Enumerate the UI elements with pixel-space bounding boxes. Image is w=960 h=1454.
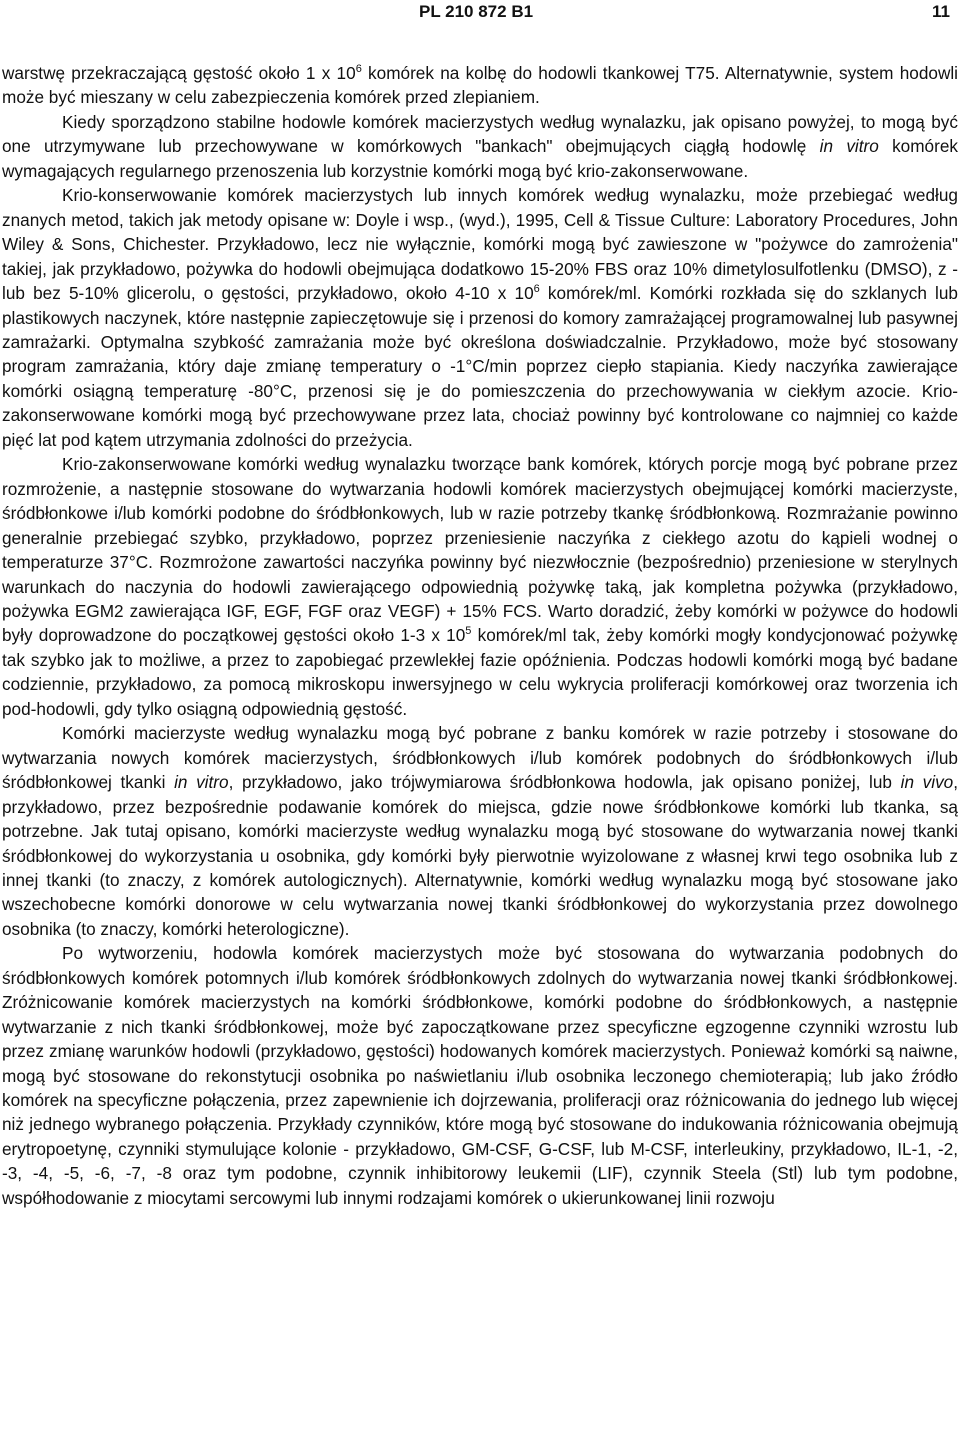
page-number: 11 [932,2,950,21]
superscript: 6 [533,283,540,296]
italic-term: in vivo [900,772,954,793]
italic-term: in vitro [174,772,229,793]
text-run: Krio-zakonserwowane komórki według wynalazku tworzące bank komórek, których porcje mogą być pobrane przez rozmrożenie, a następnie stosowane do wytwarzania hodowli komórek macierzystych obejmującej komórki macierzyste, śródbłonkowe i/lub komórki podobne do śródbłonkowych, lub w razie potrzeby tkankę śródbłonkową. Rozmrażanie powinno generalnie przebiegać szybko, przykładowo, poprzez przeniesienie naczyńka z ciekłego azotu do kąpieli wodnej o temperaturze 37°C. Rozmrożone zawartości naczyńka powinny być niezwłocznie (bezpośrednio) przeniesione w sterylnych warunkach do naczynia do hodowli zawierającego odpowiednią pożywkę taką, jak kompletna pożywka (przykładowo, pożywka EGM2 zawierająca IGF, EGF, FGF oraz VEGF) + 15% FCS. Warto doradzić, żeby komórki w pożywce do hodowli były doprowadzone do początkowej gęstości około 1-3 x 10 [2,454,958,646]
text-run: komórek/ml tak, żeby komórki mogły kondycjonować pożywkę tak szybko jak to możliwe, a przez to zapobiegać przewlekłej fazie opóźnienia. Podczas hodowli komórki mogą być badane codziennie, przykładowo, za pomocą mikroskopu inwersyjnego w celu wykrycia proliferacji komórkowej oraz tworzenia ich pod-hodowli, gdy tylko osiągną odpowiednią gęstość. [2,625,958,719]
text-run: Krio-konserwowanie komórek macierzystych lub innych komórek według wynalazku, może przebiegać według znanych metod, takich jak metody opisane w: Doyle i wsp., (wyd.), 1995, Cell & Tissue Culture: Laboratory Procedures, John Wiley & Sons, Chichester. Przykładowo, lecz nie wyłącznie, komórki mogą być zawieszone w "pożywce do zamrożenia" takiej, jak przykładowo, pożywka do hodowli obejmująca dodatkowo 15-20% FBS oraz 10% dimetylosulfotlenku (DMSO), z - lub bez 5-10% glicerolu, o gęstości, przykładowo, około 4-10 x 10 [2,185,958,304]
text-run: , przykładowo, jako trójwymiarowa śródbłonkowa hodowla, jak opisano poniżej, lub [228,772,901,793]
text-run: Komórki macierzyste według wynalazku mogą być pobrane z banku komórek w razie potrzeby i stosowane do wytwarzania nowych komórek macierzystych, śródbłonkowych i/lub komórek podobnych do śródbłonkowych i/lub śródbłonkowej tkanki [2,723,958,793]
text-run: Po wytworzeniu, hodowla komórek macierzystych może być stosowana do wytwarzania podobnych do śródbłonkowych komórek potomnych i/lub komórek śródbłonkowych zdolnych do wytwarzania nowej tkanki śródbłonkowej. Zróżnicowanie komórek macierzystych na komórki śródbłonkowe, komórki podobne do śródbłonkowych, a następnie wytwarzanie z nich tkanki śródbłonkowej, może być zapoczątkowane przez specyficzne egzogenne czynniki wzrostu lub przez zmianę warunków hodowli (przykładowo, gęstości) hodowanych komórek macierzystych. Ponieważ komórki są naiwne, mogą być stosowane do rekonstytucji osobnika po naświetlaniu i/lub osobnika leczonego chemioterapią; lub jako źródło komórek na specyficzne połączenia, przez zapewnienie ich dojrzewania, proliferacji oraz różnicowania do jednego lub więcej niż jednego wybranego połączenia. Przykłady czynników, które mogą być stosowane do indukowania różnicowania obejmują erytropoetynę, czynniki stymulujące kolonie - przykładowo, GM-CSF, G-CSF, lub M-CSF, interleukiny, przykładowo, IL-1, -2, -3, -4, -5, -6, -7, -8 oraz tym podobne, czynnik inhibitorowy leukemii (LIF), czynnik Steela (Stl) lub tym podobne, współhodowanie z miocytami sercowymi lub innymi rodzajami komórek o ukierunkowanej linii rozwoju [2,943,958,1208]
body-text [2,61,958,1210]
text-run: , przykładowo, przez bezpośrednie podawanie komórek do miejsca, gdzie nowe śródbłonkowe komórki lub tkanka, są potrzebne. Jak tutaj opisano, komórki macierzyste według wynalazku mogą być stosowane do wytwarzania nowej tkanki śródbłonkowej do wykorzystania u osobnika, gdy komórki były pierwotnie wyizolowane z własnej krwi tego osobnika lub z innej tkanki (to znaczy, z komórek autologicznych). Alternatywnie, komórki według wynalazku mogą być stosowane jako wszechobecne komórki donorowe w celu wytwarzania nowej tkanki śródbłonkowej do wykorzystania przez dowolnego osobnika (to znaczy, komórki heterologiczne). [2,772,959,939]
text-run: Kiedy sporządzono stabilne hodowle komórek macierzystych według wynalazku, jak opisano powyżej, to mogą być one utrzymywane lub przechowywane w komórkowych "bankach" obejmujących ciągłą hodowlę [2,111,958,157]
page-header [0,0,960,26]
superscript: 5 [465,625,472,638]
paragraph [2,183,958,452]
paragraph-continuation [2,61,958,110]
italic-term: in vitro [819,136,879,157]
patent-number: PL 210 872 B1 [419,2,534,21]
paragraph [2,110,958,183]
paragraph [2,721,958,941]
text-run: komórek na kolbę do hodowli tkankowej T75. Alternatywnie, system hodowli może być mieszany w celu zabezpieczenia komórek przed zlepianiem. [2,63,958,108]
paragraph [2,941,958,1210]
paragraph [2,452,958,721]
text-run: komórek wymagających regularnego przenoszenia lub korzystnie komórki mogą być krio-zakonserwowane. [2,136,958,181]
text-run: warstwę przekraczającą gęstość około 1 x 10 [2,63,356,83]
superscript: 6 [355,63,362,75]
text-run: komórek/ml. Komórki rozkłada się do szklanych lub plastikowych naczynek, które następnie zapieczętowuje się i przenosi do komory zamrażającej programowalnej lub pasywnej zamrażarki. Optymalna szybkość zamrażania może być określona doświadczalnie. Przykładowo, może być stosowany program zamrażania, który daje zmianę temperatury o -1°C/min poprzez ciepło stapiania. Kiedy naczyńka zawierające komórki osiągną temperaturę -80°C, przenosi się je do pomieszczenia do przechowywania w ciekłym azocie. Krio-zakonserwowane komórki mogą być przechowywane przez lata, chociaż powinny być kontrolowane co najmniej co każde pięć lat pod kątem utrzymania zdolności do przeżycia. [2,283,958,450]
